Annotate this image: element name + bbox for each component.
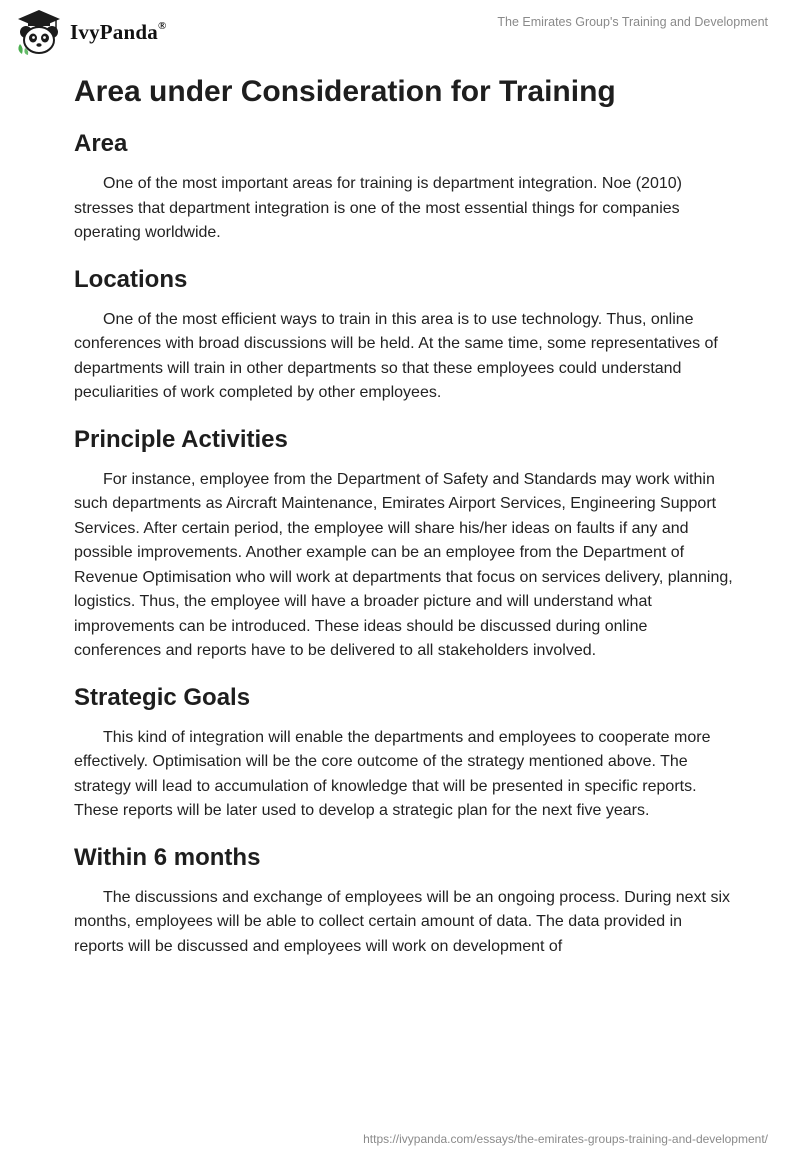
source-url-link[interactable]: https://ivypanda.com/essays/the-emirates-groups-training-and-development/ (363, 1132, 768, 1146)
section-paragraph-strategic-goals: This kind of integration will enable the departments and employees to cooperate more effectively. Optimisation will be the core outcome of the strategy mentioned above. The strategy will lead to accumulation of knowledge that will be presented in specific reports. These reports will be later used to develop a strategic plan for the next five years. (74, 728, 711, 819)
panda-graduate-icon (14, 8, 64, 56)
page-header (0, 0, 800, 62)
document-title: The Emirates Group's Training and Development (497, 15, 768, 29)
section-paragraph-locations: One of the most efficient ways to train in this area is to use technology. Thus, online conferences with broad discussions will be held. At the same time, some representatives of departments will train in other departments so that these employees could understand peculiarities of work completed by other employees. (74, 310, 718, 401)
page-title: Area under Consideration for Training (74, 75, 616, 108)
section-heading-locations: Locations (74, 265, 188, 293)
section-heading-strategic-goals: Strategic Goals (74, 683, 251, 711)
brand-name: IvyPanda® (70, 19, 167, 44)
section-heading-within-6-months: Within 6 months (74, 843, 261, 871)
registered-mark: ® (157, 19, 167, 32)
ivypanda-logo[interactable] (14, 8, 166, 56)
section-paragraph-principle-activities: For instance, employee from the Department of Safety and Standards may work within such departments as Aircraft Maintenance, Emirates Airport Services, Engineering Support Services. After certain period, the employee will share his/her ideas on faults if any and possible improvements. Another example can be an employee from the Department of Revenue Optimisation who will work at departments that focus on services delivery, planning, logistics. Thus, the employee will have a broader picture and will understand what improvements can be introduced. These ideas should be discussed during online conferences and reports have to be delivered to all stakeholders involved. (74, 470, 733, 659)
article-body (74, 72, 734, 977)
section-heading-area: Area (74, 130, 128, 157)
section-paragraph-within-6-months: The discussions and exchange of employees will be an ongoing process. During next six months, employees will be able to collect certain amount of data. The data provided in reports will be discussed and employees will work on development of (74, 888, 731, 955)
section-heading-principle-activities: Principle Activities (74, 425, 288, 453)
section-paragraph-area: One of the most important areas for training is department integration. Noe (2010) stresses that department integration is one of the most essential things for companies operating worldwide. (74, 175, 682, 241)
